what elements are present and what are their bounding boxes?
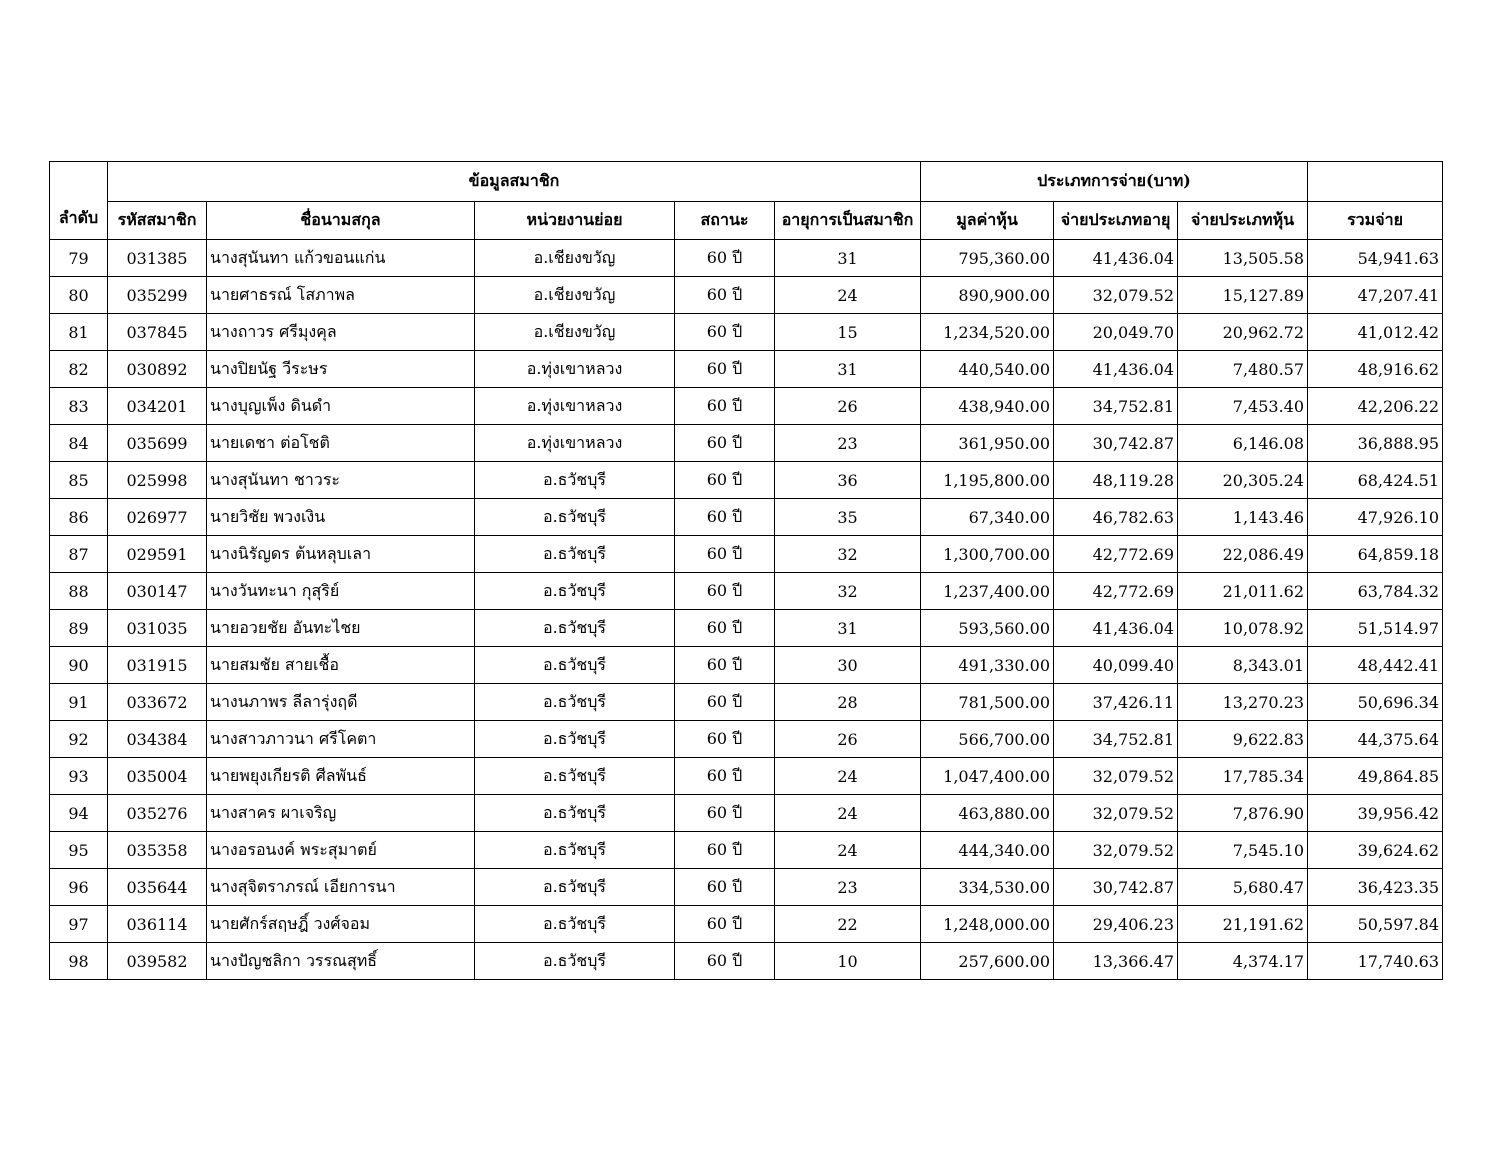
cell-name: นางปิยนัฐ วีระษร (207, 351, 475, 388)
cell-seq: 87 (50, 536, 108, 573)
cell-status: 60 ปี (675, 388, 775, 425)
cell-membership-age: 15 (775, 314, 921, 351)
member-payment-table (49, 161, 1443, 980)
cell-total: 54,941.63 (1308, 240, 1443, 277)
cell-seq: 92 (50, 721, 108, 758)
cell-seq: 90 (50, 647, 108, 684)
cell-pay-share: 9,622.83 (1178, 721, 1308, 758)
cell-member-id: 035276 (108, 795, 207, 832)
table-row (50, 832, 1443, 869)
table-body (50, 240, 1443, 980)
cell-share-value: 257,600.00 (921, 943, 1054, 980)
cell-unit: อ.ธวัชบุรี (475, 610, 675, 647)
cell-seq: 86 (50, 499, 108, 536)
cell-member-id: 034201 (108, 388, 207, 425)
cell-share-value: 491,330.00 (921, 647, 1054, 684)
cell-share-value: 440,540.00 (921, 351, 1054, 388)
table-row (50, 388, 1443, 425)
cell-unit: อ.เชียงขวัญ (475, 314, 675, 351)
cell-member-id: 031385 (108, 240, 207, 277)
cell-share-value: 438,940.00 (921, 388, 1054, 425)
cell-status: 60 ปี (675, 240, 775, 277)
cell-unit: อ.ธวัชบุรี (475, 536, 675, 573)
cell-name: นางวันทะนา กุสุริย์ (207, 573, 475, 610)
cell-membership-age: 36 (775, 462, 921, 499)
cell-share-value: 1,237,400.00 (921, 573, 1054, 610)
cell-pay-age: 32,079.52 (1054, 795, 1178, 832)
cell-seq: 79 (50, 240, 108, 277)
cell-name: นางสาวภาวนา ศรีโคตา (207, 721, 475, 758)
cell-share-value: 566,700.00 (921, 721, 1054, 758)
cell-total: 41,012.42 (1308, 314, 1443, 351)
cell-pay-share: 7,876.90 (1178, 795, 1308, 832)
cell-seq: 98 (50, 943, 108, 980)
cell-seq: 89 (50, 610, 108, 647)
table-row (50, 795, 1443, 832)
cell-status: 60 ปี (675, 425, 775, 462)
cell-membership-age: 32 (775, 536, 921, 573)
header-pay-share: จ่ายประเภทหุ้น (1178, 202, 1308, 240)
cell-pay-age: 29,406.23 (1054, 906, 1178, 943)
cell-total: 36,423.35 (1308, 869, 1443, 906)
cell-seq: 97 (50, 906, 108, 943)
cell-pay-share: 7,453.40 (1178, 388, 1308, 425)
cell-membership-age: 35 (775, 499, 921, 536)
cell-membership-age: 30 (775, 647, 921, 684)
cell-total: 48,916.62 (1308, 351, 1443, 388)
cell-member-id: 035004 (108, 758, 207, 795)
cell-unit: อ.ธวัชบุรี (475, 462, 675, 499)
table-row (50, 462, 1443, 499)
cell-share-value: 795,360.00 (921, 240, 1054, 277)
cell-pay-age: 20,049.70 (1054, 314, 1178, 351)
cell-membership-age: 23 (775, 869, 921, 906)
cell-total: 63,784.32 (1308, 573, 1443, 610)
header-total: รวมจ่าย (1308, 202, 1443, 240)
header-row-groups (50, 162, 1443, 202)
table-row (50, 647, 1443, 684)
header-seq: ลำดับ (50, 162, 108, 240)
cell-status: 60 ปี (675, 536, 775, 573)
cell-share-value: 890,900.00 (921, 277, 1054, 314)
cell-unit: อ.ธวัชบุรี (475, 943, 675, 980)
cell-status: 60 ปี (675, 314, 775, 351)
cell-status: 60 ปี (675, 573, 775, 610)
cell-unit: อ.ทุ่งเขาหลวง (475, 351, 675, 388)
cell-pay-share: 21,011.62 (1178, 573, 1308, 610)
cell-member-id: 035299 (108, 277, 207, 314)
cell-total: 50,696.34 (1308, 684, 1443, 721)
cell-share-value: 1,234,520.00 (921, 314, 1054, 351)
cell-seq: 84 (50, 425, 108, 462)
cell-member-id: 029591 (108, 536, 207, 573)
cell-name: นายศาธรณ์ โสภาพล (207, 277, 475, 314)
cell-status: 60 ปี (675, 351, 775, 388)
table-row (50, 610, 1443, 647)
cell-member-id: 031915 (108, 647, 207, 684)
cell-status: 60 ปี (675, 721, 775, 758)
table-row (50, 277, 1443, 314)
cell-status: 60 ปี (675, 832, 775, 869)
cell-total: 47,926.10 (1308, 499, 1443, 536)
cell-pay-age: 41,436.04 (1054, 240, 1178, 277)
cell-name: นางสุจิตราภรณ์ เอียการนา (207, 869, 475, 906)
table-row (50, 240, 1443, 277)
table-row (50, 499, 1443, 536)
cell-seq: 85 (50, 462, 108, 499)
cell-pay-share: 21,191.62 (1178, 906, 1308, 943)
cell-membership-age: 24 (775, 795, 921, 832)
cell-membership-age: 31 (775, 240, 921, 277)
cell-member-id: 037845 (108, 314, 207, 351)
cell-pay-age: 32,079.52 (1054, 277, 1178, 314)
cell-pay-age: 41,436.04 (1054, 610, 1178, 647)
cell-pay-age: 48,119.28 (1054, 462, 1178, 499)
cell-pay-age: 34,752.81 (1054, 388, 1178, 425)
cell-total: 64,859.18 (1308, 536, 1443, 573)
cell-status: 60 ปี (675, 277, 775, 314)
cell-pay-age: 40,099.40 (1054, 647, 1178, 684)
cell-unit: อ.ธวัชบุรี (475, 832, 675, 869)
table-row (50, 573, 1443, 610)
cell-name: นายศักร์สฤษฎิ์ วงศ์จอม (207, 906, 475, 943)
cell-unit: อ.ธวัชบุรี (475, 647, 675, 684)
cell-name: นางสุนันทา ชาวระ (207, 462, 475, 499)
cell-total: 48,442.41 (1308, 647, 1443, 684)
cell-status: 60 ปี (675, 758, 775, 795)
cell-seq: 93 (50, 758, 108, 795)
cell-name: นายพยุงเกียรติ ศีลพันธ์ (207, 758, 475, 795)
cell-total: 42,206.22 (1308, 388, 1443, 425)
cell-pay-share: 7,545.10 (1178, 832, 1308, 869)
cell-seq: 96 (50, 869, 108, 906)
cell-name: นางถาวร ศรีมุงคุล (207, 314, 475, 351)
cell-share-value: 781,500.00 (921, 684, 1054, 721)
cell-member-id: 030892 (108, 351, 207, 388)
header-status: สถานะ (675, 202, 775, 240)
table-row (50, 758, 1443, 795)
cell-total: 51,514.97 (1308, 610, 1443, 647)
cell-name: นายอวยชัย อันทะไชย (207, 610, 475, 647)
cell-member-id: 036114 (108, 906, 207, 943)
cell-unit: อ.ธวัชบุรี (475, 795, 675, 832)
header-share-value: มูลค่าหุ้น (921, 202, 1054, 240)
cell-share-value: 1,195,800.00 (921, 462, 1054, 499)
cell-total: 49,864.85 (1308, 758, 1443, 795)
cell-unit: อ.ธวัชบุรี (475, 499, 675, 536)
cell-pay-share: 10,078.92 (1178, 610, 1308, 647)
table-row (50, 906, 1443, 943)
cell-total: 39,956.42 (1308, 795, 1443, 832)
table-row (50, 943, 1443, 980)
cell-total: 68,424.51 (1308, 462, 1443, 499)
cell-unit: อ.ธวัชบุรี (475, 758, 675, 795)
cell-pay-share: 1,143.46 (1178, 499, 1308, 536)
cell-name: นายเดชา ต่อโชติ (207, 425, 475, 462)
cell-member-id: 035699 (108, 425, 207, 462)
cell-unit: อ.ทุ่งเขาหลวง (475, 388, 675, 425)
cell-pay-age: 42,772.69 (1054, 536, 1178, 573)
cell-seq: 81 (50, 314, 108, 351)
header-pay-age: จ่ายประเภทอายุ (1054, 202, 1178, 240)
cell-member-id: 034384 (108, 721, 207, 758)
header-membership-age: อายุการเป็นสมาชิก (775, 202, 921, 240)
cell-pay-share: 5,680.47 (1178, 869, 1308, 906)
cell-share-value: 444,340.00 (921, 832, 1054, 869)
cell-membership-age: 31 (775, 610, 921, 647)
cell-name: นางนิรัญดร ต้นหลุบเลา (207, 536, 475, 573)
cell-pay-age: 37,426.11 (1054, 684, 1178, 721)
cell-status: 60 ปี (675, 906, 775, 943)
cell-total: 39,624.62 (1308, 832, 1443, 869)
cell-pay-age: 34,752.81 (1054, 721, 1178, 758)
cell-membership-age: 32 (775, 573, 921, 610)
cell-pay-age: 32,079.52 (1054, 832, 1178, 869)
cell-unit: อ.ธวัชบุรี (475, 684, 675, 721)
cell-pay-age: 13,366.47 (1054, 943, 1178, 980)
cell-total: 17,740.63 (1308, 943, 1443, 980)
header-row-columns (50, 202, 1443, 240)
cell-member-id: 026977 (108, 499, 207, 536)
table-row (50, 351, 1443, 388)
cell-total: 50,597.84 (1308, 906, 1443, 943)
cell-member-id: 033672 (108, 684, 207, 721)
header-group-member-info: ข้อมูลสมาชิก (108, 162, 921, 202)
table-row (50, 721, 1443, 758)
table-row (50, 425, 1443, 462)
cell-unit: อ.เชียงขวัญ (475, 240, 675, 277)
cell-name: นางปัญชลิกา วรรณสุทธิ์ (207, 943, 475, 980)
cell-membership-age: 26 (775, 388, 921, 425)
header-group-blank (1308, 162, 1443, 202)
cell-pay-share: 6,146.08 (1178, 425, 1308, 462)
cell-seq: 94 (50, 795, 108, 832)
cell-status: 60 ปี (675, 462, 775, 499)
cell-seq: 83 (50, 388, 108, 425)
cell-membership-age: 24 (775, 277, 921, 314)
cell-seq: 95 (50, 832, 108, 869)
cell-seq: 88 (50, 573, 108, 610)
cell-seq: 91 (50, 684, 108, 721)
cell-total: 44,375.64 (1308, 721, 1443, 758)
cell-name: นายสมชัย สายเชื้อ (207, 647, 475, 684)
cell-pay-age: 32,079.52 (1054, 758, 1178, 795)
cell-pay-share: 17,785.34 (1178, 758, 1308, 795)
cell-share-value: 67,340.00 (921, 499, 1054, 536)
cell-pay-share: 4,374.17 (1178, 943, 1308, 980)
cell-unit: อ.ธวัชบุรี (475, 869, 675, 906)
table-row (50, 869, 1443, 906)
table-row (50, 684, 1443, 721)
cell-unit: อ.ธวัชบุรี (475, 573, 675, 610)
cell-membership-age: 28 (775, 684, 921, 721)
cell-membership-age: 31 (775, 351, 921, 388)
cell-membership-age: 24 (775, 832, 921, 869)
cell-status: 60 ปี (675, 610, 775, 647)
cell-pay-age: 30,742.87 (1054, 869, 1178, 906)
cell-share-value: 1,300,700.00 (921, 536, 1054, 573)
cell-membership-age: 23 (775, 425, 921, 462)
cell-seq: 82 (50, 351, 108, 388)
cell-unit: อ.ธวัชบุรี (475, 721, 675, 758)
cell-share-value: 334,530.00 (921, 869, 1054, 906)
cell-member-id: 035644 (108, 869, 207, 906)
cell-status: 60 ปี (675, 869, 775, 906)
cell-share-value: 361,950.00 (921, 425, 1054, 462)
cell-unit: อ.เชียงขวัญ (475, 277, 675, 314)
cell-pay-age: 30,742.87 (1054, 425, 1178, 462)
cell-seq: 80 (50, 277, 108, 314)
cell-membership-age: 24 (775, 758, 921, 795)
cell-share-value: 593,560.00 (921, 610, 1054, 647)
cell-share-value: 1,248,000.00 (921, 906, 1054, 943)
cell-member-id: 035358 (108, 832, 207, 869)
cell-membership-age: 22 (775, 906, 921, 943)
cell-pay-share: 20,962.72 (1178, 314, 1308, 351)
table-row (50, 314, 1443, 351)
cell-member-id: 031035 (108, 610, 207, 647)
cell-total: 47,207.41 (1308, 277, 1443, 314)
header-group-payment-type: ประเภทการจ่าย(บาท) (921, 162, 1308, 202)
cell-name: นางบุญเพ็ง ดินดำ (207, 388, 475, 425)
cell-name: นายวิชัย พวงเงิน (207, 499, 475, 536)
cell-pay-share: 8,343.01 (1178, 647, 1308, 684)
cell-pay-age: 46,782.63 (1054, 499, 1178, 536)
cell-pay-share: 22,086.49 (1178, 536, 1308, 573)
cell-name: นางอรอนงค์ พระสุมาตย์ (207, 832, 475, 869)
cell-member-id: 039582 (108, 943, 207, 980)
cell-status: 60 ปี (675, 943, 775, 980)
cell-pay-share: 13,270.23 (1178, 684, 1308, 721)
cell-unit: อ.ทุ่งเขาหลวง (475, 425, 675, 462)
cell-name: นางนภาพร ลีลารุ่งฤดี (207, 684, 475, 721)
cell-name: นางสุนันทา แก้วขอนแก่น (207, 240, 475, 277)
cell-pay-share: 15,127.89 (1178, 277, 1308, 314)
cell-status: 60 ปี (675, 499, 775, 536)
cell-status: 60 ปี (675, 647, 775, 684)
cell-membership-age: 26 (775, 721, 921, 758)
cell-pay-share: 20,305.24 (1178, 462, 1308, 499)
cell-pay-share: 13,505.58 (1178, 240, 1308, 277)
cell-pay-age: 41,436.04 (1054, 351, 1178, 388)
header-member-id: รหัสสมาชิก (108, 202, 207, 240)
cell-member-id: 030147 (108, 573, 207, 610)
cell-status: 60 ปี (675, 684, 775, 721)
cell-name: นางสาคร ผาเจริญ (207, 795, 475, 832)
cell-unit: อ.ธวัชบุรี (475, 906, 675, 943)
table-row (50, 536, 1443, 573)
cell-share-value: 463,880.00 (921, 795, 1054, 832)
cell-status: 60 ปี (675, 795, 775, 832)
cell-pay-share: 7,480.57 (1178, 351, 1308, 388)
header-name: ชื่อนามสกุล (207, 202, 475, 240)
cell-total: 36,888.95 (1308, 425, 1443, 462)
cell-member-id: 025998 (108, 462, 207, 499)
cell-membership-age: 10 (775, 943, 921, 980)
cell-share-value: 1,047,400.00 (921, 758, 1054, 795)
cell-pay-age: 42,772.69 (1054, 573, 1178, 610)
header-unit: หน่วยงานย่อย (475, 202, 675, 240)
